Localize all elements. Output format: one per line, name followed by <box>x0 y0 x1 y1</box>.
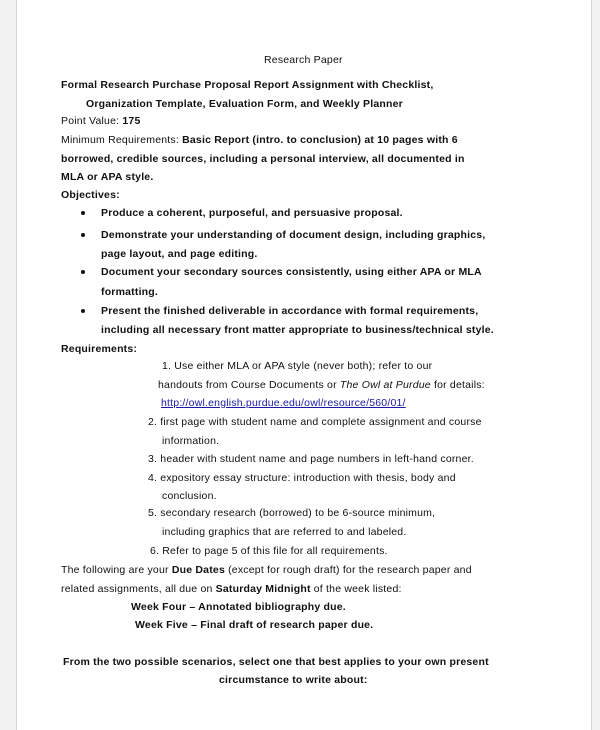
minimum-requirements-line-3: MLA or APA style. <box>61 171 154 183</box>
requirement-6-line-1: 6. Refer to page 5 of this file for all requirements. <box>150 545 388 557</box>
objective-4-line-2: including all necessary front matter appropriate to business/technical style. <box>101 324 494 336</box>
subtitle-line-2: Organization Template, Evaluation Form, and Weekly Planner <box>86 98 403 110</box>
requirement-5-line-1: 5. secondary research (borrowed) to be 6-source minimum, <box>148 507 436 519</box>
due-dates-text-c: related assignments, all due on <box>61 583 216 595</box>
minimum-requirements-line-2: borrowed, credible sources, including a personal interview, all documented in <box>61 153 465 165</box>
requirement-4-line-2: conclusion. <box>162 490 217 502</box>
objective-3-line-2: formatting. <box>101 286 159 298</box>
point-value-number: 175 <box>122 115 141 127</box>
due-dates-line-1 <box>61 563 472 577</box>
requirement-1-text-a: handouts from Course Documents or <box>158 379 340 391</box>
minimum-requirements-label: Minimum Requirements: <box>61 134 183 146</box>
due-dates-text-b: (except for rough draft) for the research paper and <box>224 564 472 576</box>
requirement-2-line-1: 2. first page with student name and complete assignment and course <box>148 416 482 428</box>
objective-2-line-2: page layout, and page editing. <box>101 248 258 260</box>
document-page <box>16 0 592 730</box>
requirement-5-line-2: including graphics that are referred to and labeled. <box>162 526 407 538</box>
objective-2-line-1: Demonstrate your understanding of document design, including graphics, <box>101 229 486 241</box>
week-five-due: Week Five – Final draft of research paper due. <box>135 619 374 631</box>
minimum-requirements-line-1 <box>61 133 458 147</box>
requirement-2-line-2: information. <box>162 435 220 447</box>
requirement-3-line-1: 3. header with student name and page numbers in left-hand corner. <box>148 453 474 465</box>
objective-1-line-1: Produce a coherent, purposeful, and persuasive proposal. <box>101 207 403 219</box>
requirement-1-text-b: for details: <box>430 379 485 391</box>
saturday-midnight: Saturday Midnight <box>215 583 311 595</box>
week-four-due: Week Four – Annotated bibliography due. <box>131 601 346 613</box>
due-dates-label: Due Dates <box>171 564 225 576</box>
due-dates-text-a: The following are your <box>61 564 172 576</box>
document-content <box>17 0 591 730</box>
purdue-owl-link[interactable]: http://owl.english.purdue.edu/owl/resource/560/01/ <box>161 397 406 409</box>
objective-3-line-1: Document your secondary sources consistently, using either APA or MLA <box>101 266 482 278</box>
minimum-requirements-basic: Basic Report (intro. to conclusion) at 10 pages with 6 <box>182 134 458 146</box>
point-value <box>61 114 141 128</box>
owl-at-purdue-title: The Owl at Purdue <box>339 379 431 391</box>
requirement-4-line-1: 4. expository essay structure: introduction with thesis, body and <box>148 472 456 484</box>
requirement-1-line-3 <box>161 396 406 410</box>
due-dates-line-2 <box>61 582 402 596</box>
requirements-heading: Requirements: <box>61 343 138 355</box>
due-dates-text-d: of the week listed: <box>310 583 402 595</box>
subtitle-line-1: Formal Research Purchase Proposal Report Assignment with Checklist, <box>61 79 434 91</box>
bullet-icon <box>81 233 85 237</box>
closing-line-1: From the two possible scenarios, select one that best applies to your own present <box>63 656 489 668</box>
bullet-icon <box>81 309 85 313</box>
objectives-heading: Objectives: <box>61 189 120 201</box>
point-value-label: Point Value: <box>61 115 123 127</box>
bullet-icon <box>81 270 85 274</box>
requirement-1-line-2 <box>158 378 485 392</box>
document-title: Research Paper <box>264 54 343 66</box>
bullet-icon <box>81 211 85 215</box>
closing-line-2: circumstance to write about: <box>219 674 368 686</box>
objective-4-line-1: Present the finished deliverable in accordance with formal requirements, <box>101 305 479 317</box>
requirement-1-line-1: 1. Use either MLA or APA style (never both); refer to our <box>162 360 433 372</box>
